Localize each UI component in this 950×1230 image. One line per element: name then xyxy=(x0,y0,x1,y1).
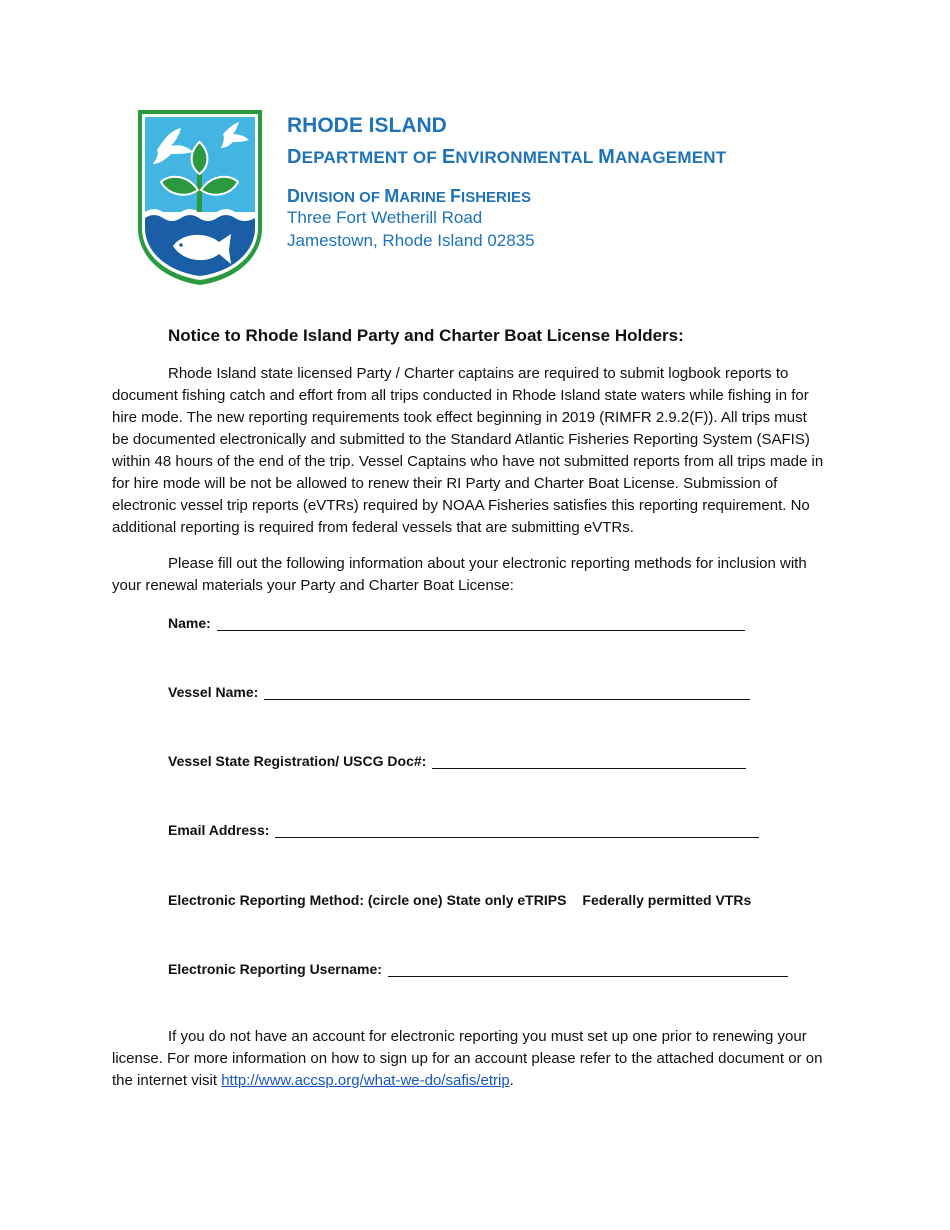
address-line-2: Jamestown, Rhode Island 02835 xyxy=(287,231,535,250)
name-blank-line[interactable] xyxy=(217,614,745,631)
method-option-state-etrips[interactable]: State only eTRIPS xyxy=(446,892,567,908)
email-field xyxy=(168,818,759,838)
vessel-name-blank-line[interactable] xyxy=(264,683,750,700)
vessel-name-field xyxy=(168,680,750,700)
vessel-name-label: Vessel Name: xyxy=(168,684,259,700)
paragraph-3-text: If you do not have an account for electronic reporting you must set up one prior to renewing your license. For more information on how to sign up for an account please refer to the attached document or on the internet visit xyxy=(112,1028,823,1089)
reporting-method-label: Electronic Reporting Method: (circle one) xyxy=(168,892,443,908)
username-field xyxy=(168,957,788,977)
registration-label: Vessel State Registration/ USCG Doc#: xyxy=(168,753,427,769)
name-field xyxy=(168,611,745,631)
notice-paragraph-2: Please fill out the following information about your electronic reporting methods for inclusion with your renewal materials your Party and Charter Boat License: xyxy=(112,555,807,594)
paragraph-3-end: . xyxy=(509,1072,514,1089)
username-blank-line[interactable] xyxy=(388,960,788,977)
notice-paragraph-3 xyxy=(112,1026,826,1092)
registration-field xyxy=(168,749,746,769)
email-blank-line[interactable] xyxy=(275,821,759,838)
ri-dem-shield-logo-icon xyxy=(135,108,265,288)
username-label: Electronic Reporting Username: xyxy=(168,961,382,977)
department-name: DEPARTMENT OF ENVIRONMENTAL MANAGEMENT xyxy=(287,146,727,168)
method-option-federal-vtrs[interactable]: Federally permitted VTRs xyxy=(582,892,752,908)
notice-paragraph-1: Rhode Island state licensed Party / Charter captains are required to submit logbook reports to document fishing catch and effort from all trips conducted in Rhode Island state waters while fishing in for hire mode. The new reporting requirements took effect beginning in 2019 (RIMFR 2.9.2(F)). All trips must be documented electronically and submitted to the Standard Atlantic Fisheries Reporting System (SAFIS) within 48 hours of the end of the trip. Vessel Captains who have not submitted reports from all trips made in for hire mode will be not be allowed to renew their RI Party and Charter Boat License. Submission of electronic vessel trip reports (eVTRs) required by NOAA Fisheries satisfies this reporting requirement. No additional reporting is required from federal vessels that are submitting eVTRs. xyxy=(112,365,824,536)
reporting-method-field xyxy=(168,888,751,908)
email-label: Email Address: xyxy=(168,822,270,838)
name-label: Name: xyxy=(168,615,211,631)
division-name: DIVISION OF MARINE FISHERIES xyxy=(287,186,532,206)
etrip-link[interactable]: http://www.accsp.org/what-we-do/safis/etrip xyxy=(221,1072,510,1089)
registration-blank-line[interactable] xyxy=(432,752,746,769)
address-line-1: Three Fort Wetherill Road xyxy=(287,208,483,227)
state-name: RHODE ISLAND xyxy=(287,114,447,137)
notice-title: Notice to Rhode Island Party and Charter Boat License Holders: xyxy=(168,326,684,345)
